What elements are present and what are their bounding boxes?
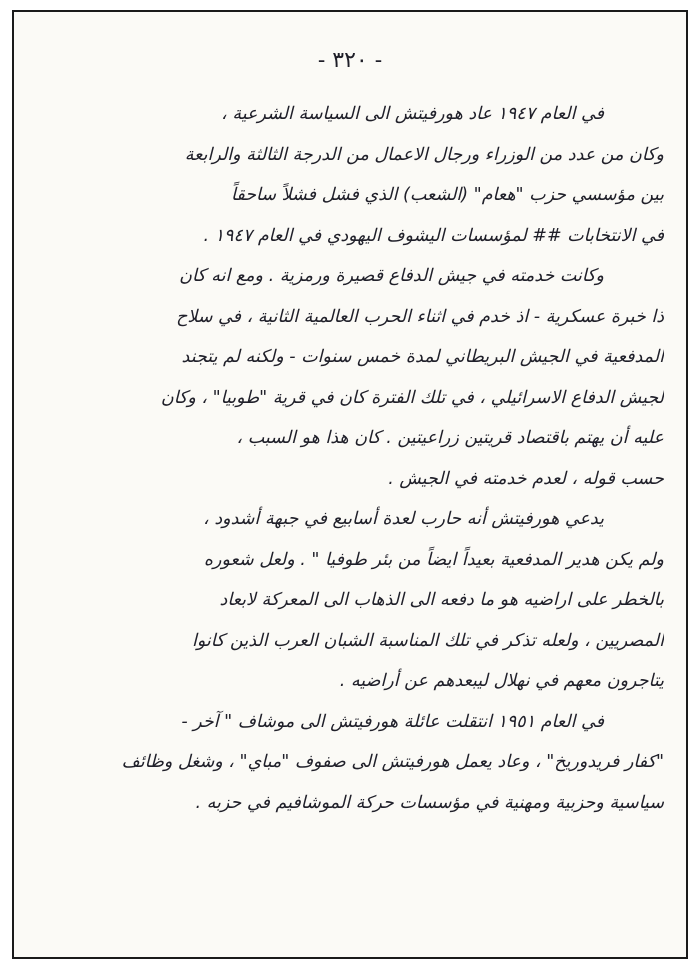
text-line: عليه أن يهتم باقتصاد قريتين زراعيتين . كان هذا هو السبب ، — [236, 428, 664, 448]
text-line: في العام ١٩٤٧ عاد هورفيتش الى السياسة الشرعية ، — [221, 104, 604, 124]
text-line: بالخطر على اراضيه هو ما دفعه الى الذهاب الى المعركة لابعاد — [219, 590, 664, 610]
text-line: سياسية وحزبية ومهنية في مؤسسات حركة الموشافيم في حزبه . — [195, 792, 664, 813]
handwritten-body-text — [38, 94, 664, 823]
text-line: يتاجرون معهم في نهلال ليبعدهم عن أراضيه . — [339, 671, 664, 691]
text-line: حسب قوله ، لعدم خدمته في الجيش . — [388, 468, 664, 489]
text-line: "كفار فريدوريخ" ، وعاد يعمل هورفيتش الى صفوف "مباي" ، وشغل وظائف — [121, 752, 664, 772]
text-line: ذا خبرة عسكرية - اذ خدم في اثناء الحرب العالمية الثانية ، في سلاح — [176, 306, 664, 327]
text-line: بين مؤسسي حزب "هعام" (الشعب) الذي فشل فشلاً ساحقاً — [231, 185, 664, 205]
text-line: يدعي هورفيتش أنه حارب لعدة أسابيع في جبهة أشدود ، — [203, 509, 604, 529]
text-line: في العام ١٩٥١ انتقلت عائلة هورفيتش الى موشاف " آخر - — [181, 711, 604, 732]
text-line: ولم يكن هدير المدفعية بعيداً ايضاً من بئر طوفيا " . ولعل شعوره — [203, 549, 664, 570]
document-page — [12, 10, 688, 959]
text-line: في الانتخابات ## لمؤسسات اليشوف اليهودي في العام ١٩٤٧ . — [203, 225, 664, 246]
text-line: وكانت خدمته في جيش الدفاع قصيرة ورمزية . ومع انه كان — [179, 266, 604, 286]
text-line: لجيش الدفاع الاسرائيلي ، في تلك الفترة كان في قرية "طوبيا" ، وكان — [160, 387, 664, 408]
text-line: وكان من عدد من الوزراء ورجال الاعمال من الدرجة الثالثة والرابعة — [184, 144, 664, 165]
text-line: المصريين ، ولعله تذكر في تلك المناسبة الشبان العرب الذين كانوا — [192, 630, 664, 651]
text-line: المدفعية في الجيش البريطاني لمدة خمس سنوات - ولكنه لم يتجند — [181, 347, 664, 367]
page-number: - ٣٢٠ - — [317, 48, 383, 73]
